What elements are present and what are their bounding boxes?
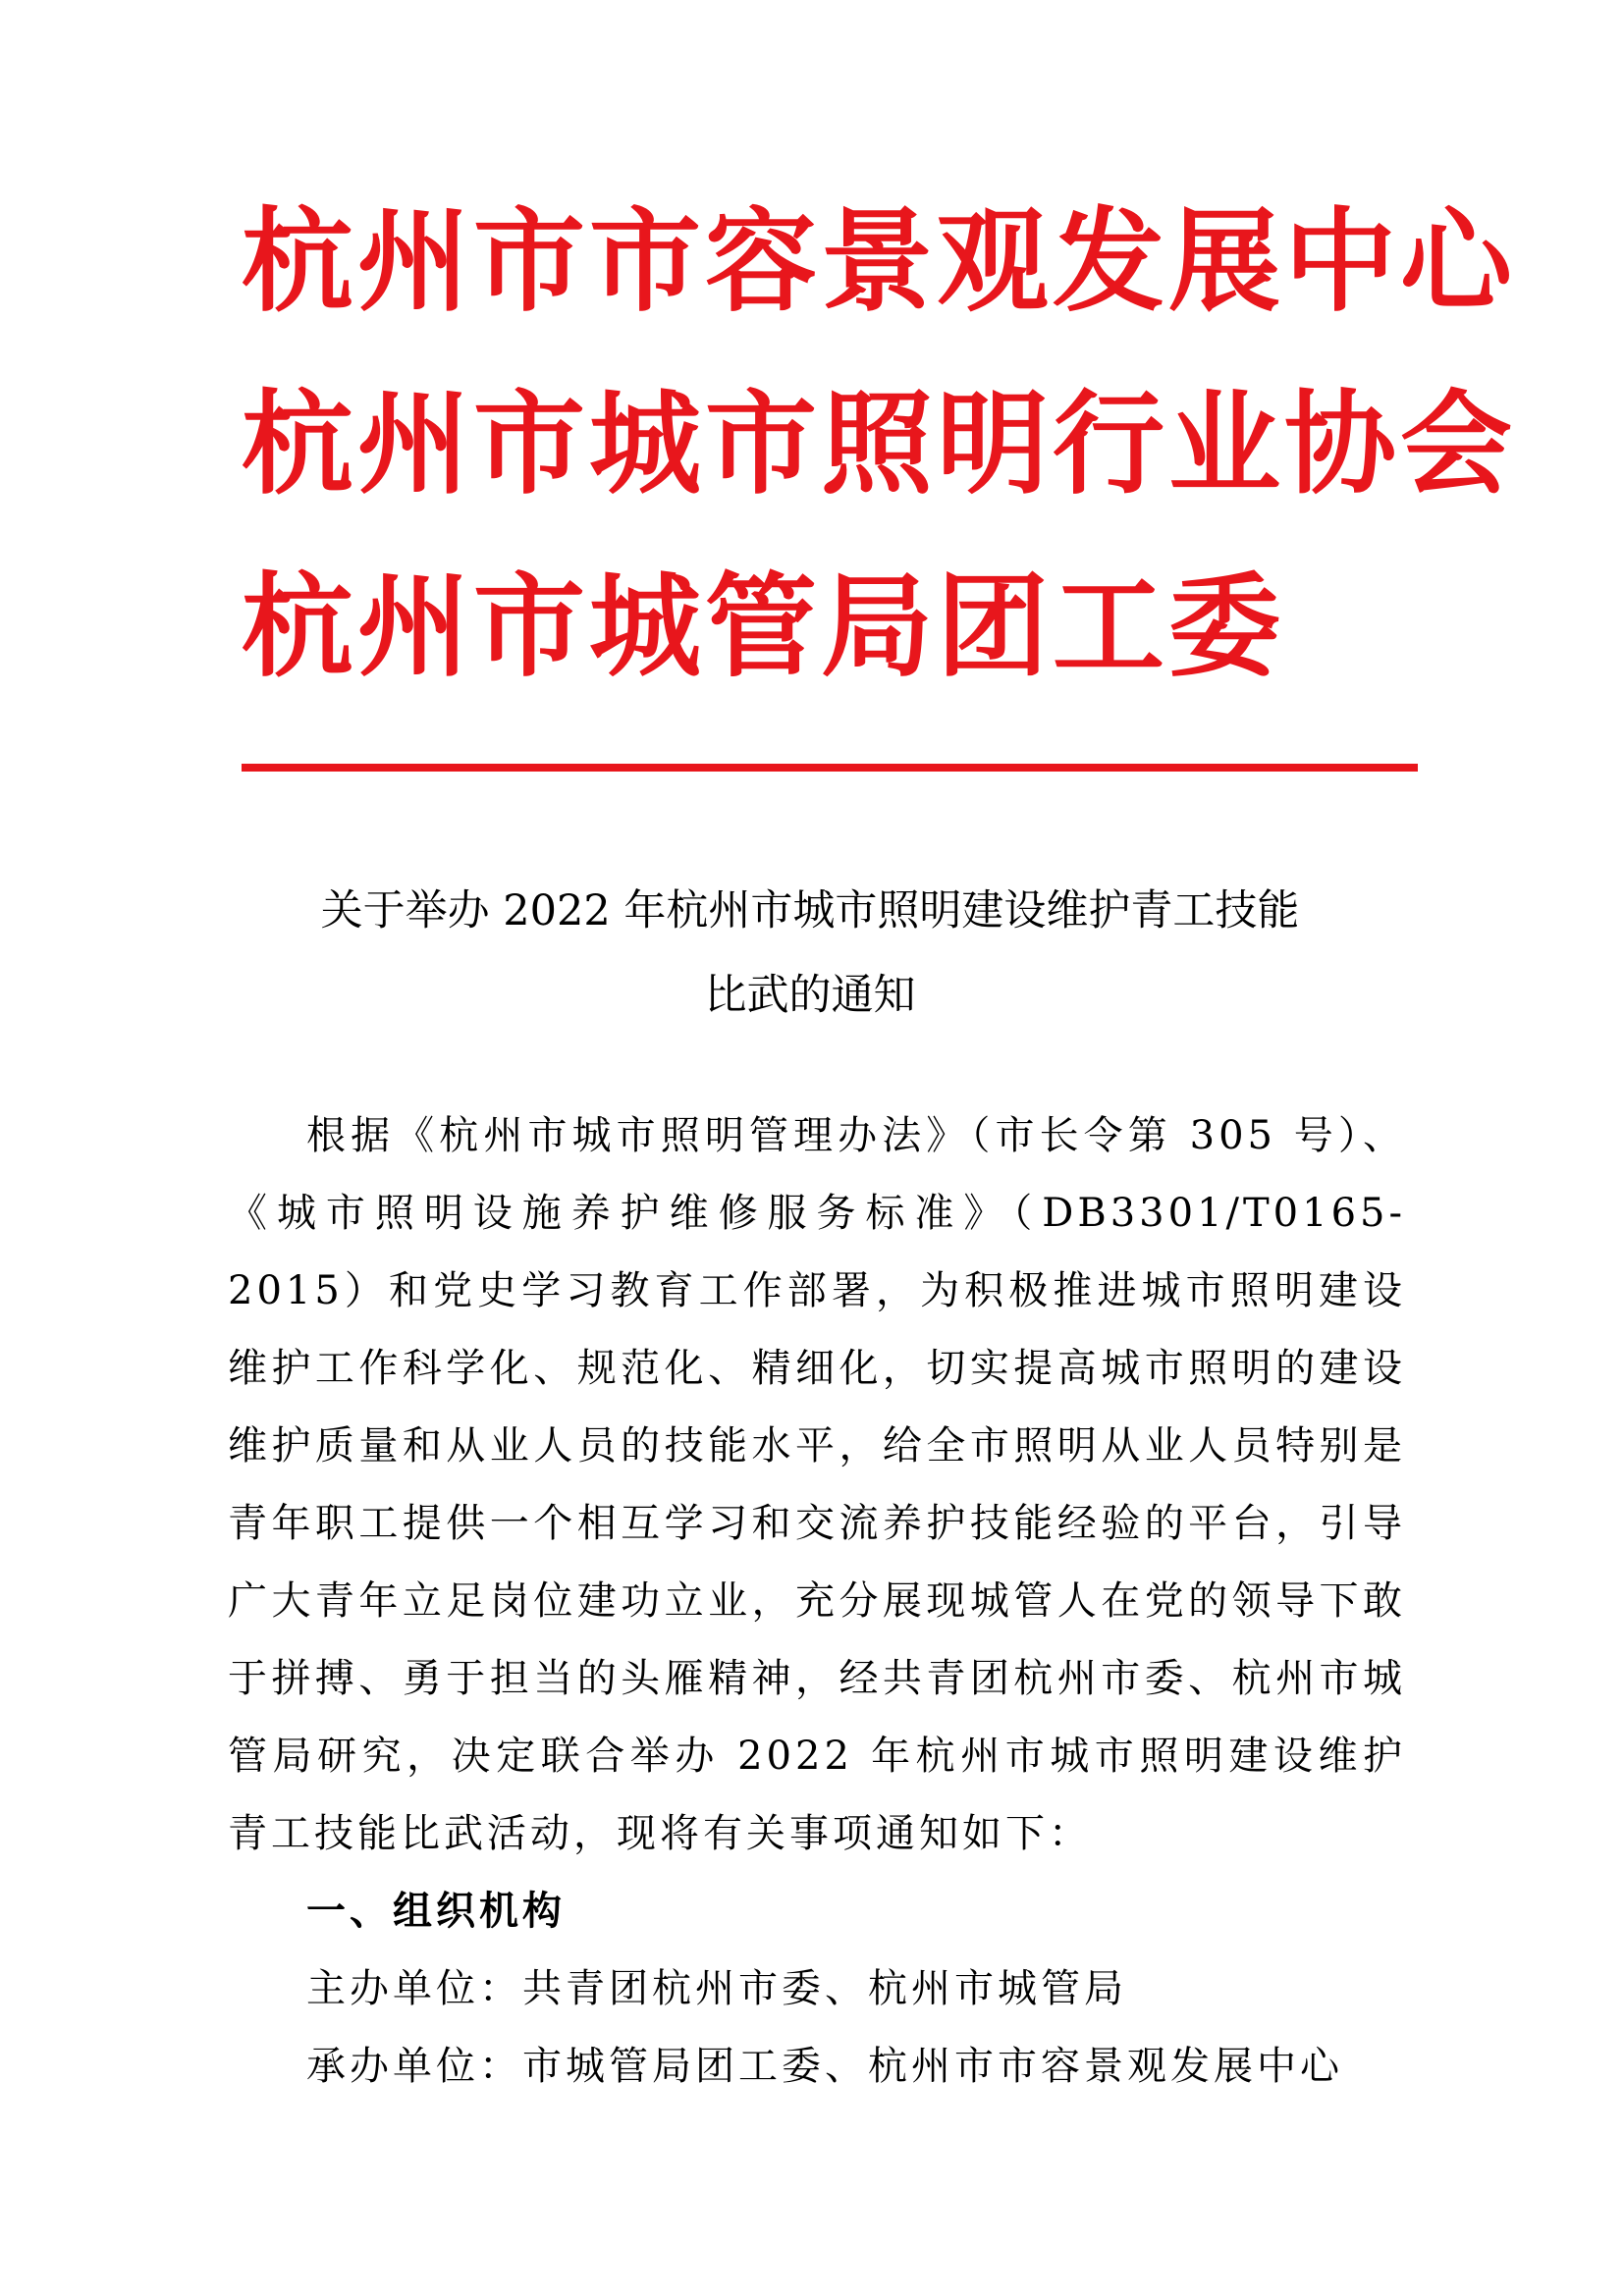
- masthead-org-3: 杭州市城管局团工委: [242, 561, 1285, 692]
- document-body: [228, 1097, 1406, 2106]
- notice-title-line-1: 关于举办 2022 年杭州市城市照明建设维护青工技能: [320, 886, 1300, 935]
- masthead: [242, 196, 1517, 692]
- undertaker-line: 承办单位：市城管局团工委、杭州市市容景观发展中心: [306, 2044, 1343, 2089]
- masthead-org-1: 杭州市市容景观发展中心: [242, 196, 1517, 327]
- notice-title: [226, 869, 1394, 1038]
- masthead-org-2: 杭州市城市照明行业协会: [242, 379, 1517, 509]
- masthead-divider: [242, 764, 1418, 772]
- notice-title-line-2: 比武的通知: [704, 971, 916, 1020]
- organizer-line: 主办单位：共青团杭州市委、杭州市城管局: [306, 1966, 1127, 2011]
- intro-paragraph: 根据《杭州市城市照明管理办法》（市长令第 305 号）、《城市照明设施养护维修服务标准》（DB3301/T0165-2015）和党史学习教育工作部署，为积极推进城市照明建设维护工作科学化、规范化、精细化，切实提高城市照明的建设维护质量和从业人员的技能水平，给全市照明从业人员特别是青年职工提供一个相互学习和交流养护技能经验的平台，引导广大青年立足岗位建功立业，充分展现城管人在党的领导下敢于拼搏、勇于担当的头雁精神，经共青团杭州市委、杭州市城管局研究，决定联合举办 2022 年杭州市城市照明建设维护青工技能比武活动，现将有关事项通知如下：: [228, 1113, 1406, 1856]
- section-heading-organization: 一、组织机构: [306, 1889, 566, 1934]
